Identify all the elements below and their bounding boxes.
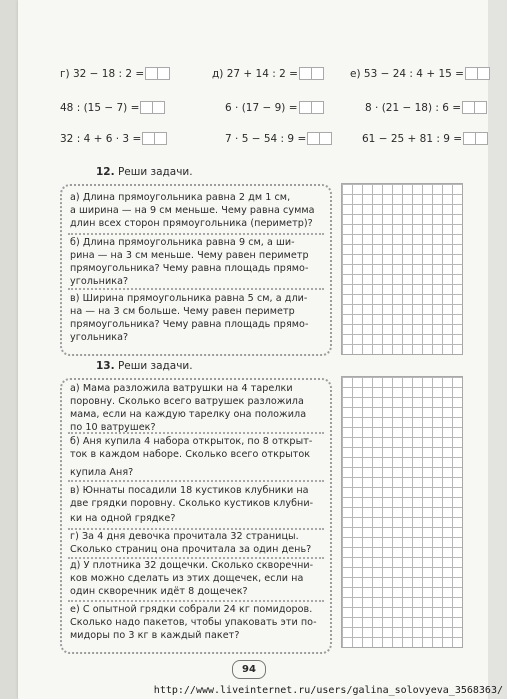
divider [68, 480, 324, 482]
answer-boxes[interactable] [463, 101, 487, 114]
page-number: 94 [232, 660, 266, 679]
exercise-row2-2: 6 · (17 − 9) = [225, 101, 324, 114]
divider [68, 288, 324, 290]
task-number: 12. [96, 166, 115, 178]
divider [68, 233, 324, 235]
task-12-grid[interactable] [341, 183, 463, 355]
task-title: Реши задачи. [117, 360, 193, 372]
task-13-heading [96, 360, 193, 372]
answer-boxes[interactable] [300, 67, 324, 80]
answer-boxes[interactable] [146, 67, 170, 80]
answer-boxes[interactable] [466, 67, 490, 80]
exercise-row2-1: 48 : (15 − 7) = [60, 101, 165, 114]
answer-boxes[interactable] [300, 101, 324, 114]
source-watermark: http://www.liveinternet.ru/users/galina_solovyeva_3568363/ [153, 685, 503, 696]
exercise-e: е) 53 − 24 : 4 + 15 = [350, 67, 490, 80]
task-12-heading [96, 166, 193, 178]
answer-boxes[interactable] [143, 132, 167, 145]
answer-boxes[interactable] [308, 132, 332, 145]
answer-boxes[interactable] [464, 132, 488, 145]
page-left-margin [0, 0, 18, 699]
exercise-row3-2: 7 · 5 − 54 : 9 = [225, 132, 332, 145]
answer-boxes[interactable] [141, 101, 165, 114]
exercise-d: д) 27 + 14 : 2 = [212, 67, 324, 80]
exercise-row3-3: 61 − 25 + 81 : 9 = [362, 132, 488, 145]
page-right-margin [488, 0, 507, 699]
exercise-g: г) 32 − 18 : 2 = [60, 67, 170, 80]
task-13-grid[interactable] [341, 376, 463, 648]
exercise-row3-1: 32 : 4 + 6 · 3 = [60, 132, 167, 145]
task-number: 13. [96, 360, 115, 372]
divider [68, 600, 324, 602]
task-title: Реши задачи. [117, 166, 193, 178]
exercise-row2-3: 8 · (21 − 18) : 6 = [365, 101, 487, 114]
